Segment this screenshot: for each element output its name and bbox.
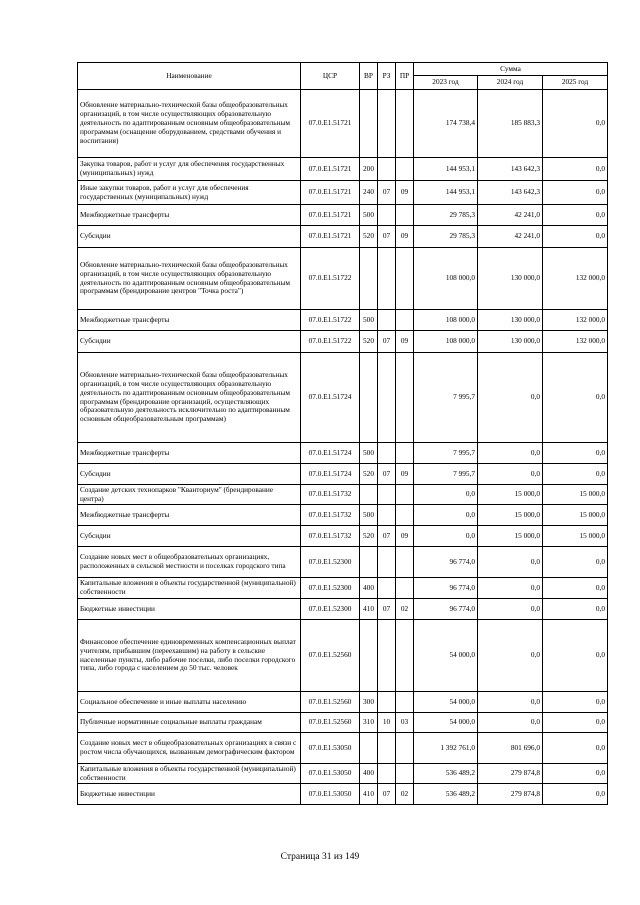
cell-y2024: 42 241,0 — [478, 226, 543, 248]
cell-name: Обновление материально-технической базы общеобразовательных организаций, в том числе осуществляющих образовательную деятельность по адаптированным основным общеобразовательным программам (оснащение оборудованием, средствами обучения и воспитания) — [78, 90, 301, 158]
cell-y2023: 144 953,1 — [414, 158, 478, 181]
cell-y2023: 144 953,1 — [414, 181, 478, 205]
table-row — [78, 90, 608, 158]
cell-y2025: 0,0 — [543, 713, 608, 733]
cell-vr: 520 — [360, 226, 378, 248]
cell-y2025: 0,0 — [543, 547, 608, 578]
cell-vr: 520 — [360, 331, 378, 353]
cell-rz — [378, 248, 396, 310]
cell-y2023: 536 489,2 — [414, 784, 478, 805]
table-row — [78, 158, 608, 181]
cell-name: Обновление материально-технической базы общеобразовательных организаций, в том числе осуществляющих образовательную деятельность по адаптированным основным общеобразовательным программам (брендирование центров "Точка роста") — [78, 248, 301, 310]
table-row — [78, 505, 608, 526]
table-row — [78, 599, 608, 620]
cell-y2025: 0,0 — [543, 578, 608, 599]
cell-vr — [360, 620, 378, 692]
cell-y2025: 0,0 — [543, 181, 608, 205]
cell-y2023: 54 000,0 — [414, 620, 478, 692]
table-row — [78, 620, 608, 692]
cell-name: Капитальные вложения в объекты государственной (муниципальной) собственности — [78, 764, 301, 784]
cell-y2025: 0,0 — [543, 90, 608, 158]
cell-name: Создание детских технопарков "Кванториум" (брендирование центра) — [78, 485, 301, 505]
cell-csr: 07.0.Е1.52560 — [301, 692, 360, 713]
budget-table — [77, 62, 608, 805]
cell-y2023: 1 392 761,0 — [414, 733, 478, 764]
cell-y2023: 0,0 — [414, 485, 478, 505]
cell-name: Межбюджетные трансферты — [78, 310, 301, 331]
cell-y2023: 7 995,7 — [414, 353, 478, 443]
header-year-2024: 2024 год — [478, 76, 543, 90]
table-row — [78, 547, 608, 578]
cell-vr: 500 — [360, 443, 378, 464]
header-name: Наименование — [78, 63, 301, 90]
cell-rz — [378, 764, 396, 784]
cell-y2023: 174 738,4 — [414, 90, 478, 158]
table-row — [78, 784, 608, 805]
cell-y2023: 0,0 — [414, 505, 478, 526]
cell-y2023: 7 995,7 — [414, 464, 478, 485]
cell-vr: 300 — [360, 692, 378, 713]
cell-y2025: 15 000,0 — [543, 526, 608, 547]
cell-pr — [396, 158, 414, 181]
cell-name: Иные закупки товаров, работ и услуг для обеспечения государственных (муниципальных) нужд — [78, 181, 301, 205]
cell-y2023: 536 489,2 — [414, 764, 478, 784]
cell-y2024: 0,0 — [478, 353, 543, 443]
cell-y2023: 96 774,0 — [414, 578, 478, 599]
cell-pr — [396, 547, 414, 578]
cell-pr — [396, 485, 414, 505]
cell-rz — [378, 692, 396, 713]
cell-pr: 09 — [396, 181, 414, 205]
cell-pr — [396, 692, 414, 713]
cell-csr: 07.0.Е1.51721 — [301, 90, 360, 158]
table-row — [78, 464, 608, 485]
cell-name: Субсидии — [78, 226, 301, 248]
cell-pr: 09 — [396, 526, 414, 547]
cell-pr — [396, 90, 414, 158]
cell-name: Капитальные вложения в объекты государственной (муниципальной) собственности — [78, 578, 301, 599]
cell-y2024: 42 241,0 — [478, 205, 543, 226]
cell-name: Обновление материально-технической базы общеобразовательных организаций, в том числе осуществляющих образовательную деятельность по адаптированным основным общеобразовательным программам (брендирование организаций, осуществляющих образовательную деятельность исключительно по адаптированным основным общеобразовательным программам) — [78, 353, 301, 443]
cell-vr: 520 — [360, 464, 378, 485]
cell-vr: 310 — [360, 713, 378, 733]
cell-vr — [360, 353, 378, 443]
cell-y2024: 130 000,0 — [478, 248, 543, 310]
cell-name: Публичные нормативные социальные выплаты гражданам — [78, 713, 301, 733]
cell-csr: 07.0.Е1.52300 — [301, 599, 360, 620]
table-row — [78, 578, 608, 599]
cell-vr: 410 — [360, 784, 378, 805]
cell-csr: 07.0.Е1.51721 — [301, 181, 360, 205]
table-row — [78, 713, 608, 733]
cell-csr: 07.0.Е1.51732 — [301, 505, 360, 526]
cell-name: Создание новых мест в общеобразовательных организациях в связи с ростом числа обучающихся, вызванным демографическим фактором — [78, 733, 301, 764]
cell-y2024: 143 642,3 — [478, 181, 543, 205]
cell-name: Межбюджетные трансферты — [78, 443, 301, 464]
cell-y2023: 108 000,0 — [414, 248, 478, 310]
cell-name: Финансовое обеспечение единовременных компенсационных выплат учителям, прибывшим (переехавшим) на работу в сельские населенные пункты, либо рабочие поселки, либо поселки городского типа, либо города с населением до 50 тыс. человек — [78, 620, 301, 692]
table-row — [78, 353, 608, 443]
cell-rz: 07 — [378, 181, 396, 205]
cell-pr — [396, 310, 414, 331]
cell-csr: 07.0.Е1.51722 — [301, 310, 360, 331]
cell-y2025: 0,0 — [543, 764, 608, 784]
cell-name: Бюджетные инвестиции — [78, 784, 301, 805]
page-number: Страница 31 из 149 — [280, 852, 360, 862]
cell-vr: 520 — [360, 526, 378, 547]
cell-y2024: 801 696,0 — [478, 733, 543, 764]
cell-y2024: 0,0 — [478, 692, 543, 713]
table-row — [78, 443, 608, 464]
cell-y2025: 132 000,0 — [543, 331, 608, 353]
cell-y2024: 279 874,8 — [478, 784, 543, 805]
table-row — [78, 226, 608, 248]
table-row — [78, 248, 608, 310]
cell-rz — [378, 578, 396, 599]
cell-y2025: 0,0 — [543, 692, 608, 713]
cell-y2024: 130 000,0 — [478, 331, 543, 353]
cell-csr: 07.0.Е1.53050 — [301, 784, 360, 805]
cell-csr: 07.0.Е1.53050 — [301, 764, 360, 784]
cell-rz: 07 — [378, 226, 396, 248]
header-sum: Сумма — [414, 63, 608, 76]
cell-rz — [378, 485, 396, 505]
table-row — [78, 764, 608, 784]
cell-y2023: 54 000,0 — [414, 713, 478, 733]
cell-csr: 07.0.Е1.51732 — [301, 485, 360, 505]
cell-y2025: 0,0 — [543, 599, 608, 620]
cell-pr — [396, 505, 414, 526]
cell-vr: 500 — [360, 205, 378, 226]
cell-name: Субсидии — [78, 526, 301, 547]
cell-csr: 07.0.Е1.52560 — [301, 713, 360, 733]
cell-name: Субсидии — [78, 464, 301, 485]
cell-pr — [396, 353, 414, 443]
cell-y2024: 0,0 — [478, 443, 543, 464]
cell-vr: 500 — [360, 505, 378, 526]
cell-vr: 400 — [360, 578, 378, 599]
cell-y2023: 29 785,3 — [414, 205, 478, 226]
header-vr: ВР — [360, 63, 378, 90]
cell-rz: 07 — [378, 331, 396, 353]
cell-rz — [378, 90, 396, 158]
cell-csr: 07.0.Е1.51732 — [301, 526, 360, 547]
table-row — [78, 205, 608, 226]
cell-rz — [378, 547, 396, 578]
cell-rz — [378, 733, 396, 764]
cell-csr: 07.0.Е1.53050 — [301, 733, 360, 764]
cell-y2024: 0,0 — [478, 578, 543, 599]
cell-y2023: 54 000,0 — [414, 692, 478, 713]
cell-name: Межбюджетные трансферты — [78, 205, 301, 226]
cell-pr: 02 — [396, 784, 414, 805]
cell-y2024: 15 000,0 — [478, 485, 543, 505]
header-year-2023: 2023 год — [414, 76, 478, 90]
cell-name: Бюджетные инвестиции — [78, 599, 301, 620]
cell-y2023: 96 774,0 — [414, 547, 478, 578]
cell-csr: 07.0.Е1.51721 — [301, 158, 360, 181]
cell-rz — [378, 353, 396, 443]
cell-pr: 03 — [396, 713, 414, 733]
cell-y2024: 279 874,8 — [478, 764, 543, 784]
cell-y2023: 96 774,0 — [414, 599, 478, 620]
cell-pr — [396, 764, 414, 784]
cell-rz — [378, 205, 396, 226]
cell-rz — [378, 443, 396, 464]
table-row — [78, 485, 608, 505]
cell-y2024: 130 000,0 — [478, 310, 543, 331]
cell-y2025: 0,0 — [543, 158, 608, 181]
cell-csr: 07.0.Е1.52560 — [301, 620, 360, 692]
cell-rz: 07 — [378, 784, 396, 805]
cell-vr — [360, 248, 378, 310]
table-body — [78, 90, 608, 805]
cell-y2025: 0,0 — [543, 784, 608, 805]
cell-y2025: 132 000,0 — [543, 310, 608, 331]
cell-pr: 02 — [396, 599, 414, 620]
cell-pr — [396, 205, 414, 226]
cell-name: Социальное обеспечение и иные выплаты населению — [78, 692, 301, 713]
cell-pr — [396, 620, 414, 692]
header-rz: РЗ — [378, 63, 396, 90]
cell-y2025: 0,0 — [543, 464, 608, 485]
cell-y2025: 15 000,0 — [543, 505, 608, 526]
table-row — [78, 181, 608, 205]
cell-vr: 200 — [360, 158, 378, 181]
cell-csr: 07.0.Е1.51724 — [301, 464, 360, 485]
cell-y2023: 108 000,0 — [414, 331, 478, 353]
table-row — [78, 733, 608, 764]
cell-y2023: 0,0 — [414, 526, 478, 547]
cell-y2024: 15 000,0 — [478, 505, 543, 526]
cell-rz — [378, 158, 396, 181]
cell-csr: 07.0.Е1.52300 — [301, 578, 360, 599]
cell-pr — [396, 733, 414, 764]
cell-rz — [378, 310, 396, 331]
cell-pr: 09 — [396, 331, 414, 353]
cell-y2023: 29 785,3 — [414, 226, 478, 248]
cell-y2024: 0,0 — [478, 599, 543, 620]
cell-vr: 400 — [360, 764, 378, 784]
cell-rz — [378, 620, 396, 692]
header-year-2025: 2025 год — [543, 76, 608, 90]
cell-pr: 09 — [396, 226, 414, 248]
table-row — [78, 331, 608, 353]
cell-y2024: 0,0 — [478, 713, 543, 733]
cell-y2024: 143 642,3 — [478, 158, 543, 181]
cell-y2023: 108 000,0 — [414, 310, 478, 331]
cell-y2024: 15 000,0 — [478, 526, 543, 547]
cell-rz — [378, 505, 396, 526]
cell-name: Субсидии — [78, 331, 301, 353]
cell-vr — [360, 485, 378, 505]
header-pr: ПР — [396, 63, 414, 90]
cell-y2024: 0,0 — [478, 620, 543, 692]
cell-csr: 07.0.Е1.51724 — [301, 443, 360, 464]
cell-rz: 07 — [378, 599, 396, 620]
cell-y2025: 0,0 — [543, 733, 608, 764]
cell-rz: 07 — [378, 464, 396, 485]
cell-y2023: 7 995,7 — [414, 443, 478, 464]
cell-name: Межбюджетные трансферты — [78, 505, 301, 526]
cell-y2025: 0,0 — [543, 353, 608, 443]
cell-vr: 410 — [360, 599, 378, 620]
cell-y2025: 15 000,0 — [543, 485, 608, 505]
cell-y2025: 0,0 — [543, 620, 608, 692]
cell-y2025: 132 000,0 — [543, 248, 608, 310]
header-csr: ЦСР — [301, 63, 360, 90]
cell-csr: 07.0.Е1.51721 — [301, 205, 360, 226]
cell-rz: 10 — [378, 713, 396, 733]
table-row — [78, 692, 608, 713]
cell-y2025: 0,0 — [543, 226, 608, 248]
cell-name: Закупка товаров, работ и услуг для обеспечения государственных (муниципальных) нужд — [78, 158, 301, 181]
cell-vr — [360, 547, 378, 578]
cell-csr: 07.0.Е1.51722 — [301, 248, 360, 310]
cell-vr — [360, 90, 378, 158]
cell-y2025: 0,0 — [543, 443, 608, 464]
cell-y2024: 0,0 — [478, 464, 543, 485]
cell-pr — [396, 248, 414, 310]
cell-rz: 07 — [378, 526, 396, 547]
cell-pr — [396, 443, 414, 464]
cell-csr: 07.0.Е1.51721 — [301, 226, 360, 248]
cell-y2024: 185 883,3 — [478, 90, 543, 158]
cell-vr: 500 — [360, 310, 378, 331]
cell-vr: 240 — [360, 181, 378, 205]
cell-pr — [396, 578, 414, 599]
cell-csr: 07.0.Е1.51722 — [301, 331, 360, 353]
cell-y2025: 0,0 — [543, 205, 608, 226]
cell-pr: 09 — [396, 464, 414, 485]
cell-name: Создание новых мест в общеобразовательных организациях, расположенных в сельской местности и поселках городского типа — [78, 547, 301, 578]
cell-csr: 07.0.Е1.52300 — [301, 547, 360, 578]
table-row — [78, 526, 608, 547]
cell-vr — [360, 733, 378, 764]
table-row — [78, 310, 608, 331]
cell-csr: 07.0.Е1.51724 — [301, 353, 360, 443]
cell-y2024: 0,0 — [478, 547, 543, 578]
